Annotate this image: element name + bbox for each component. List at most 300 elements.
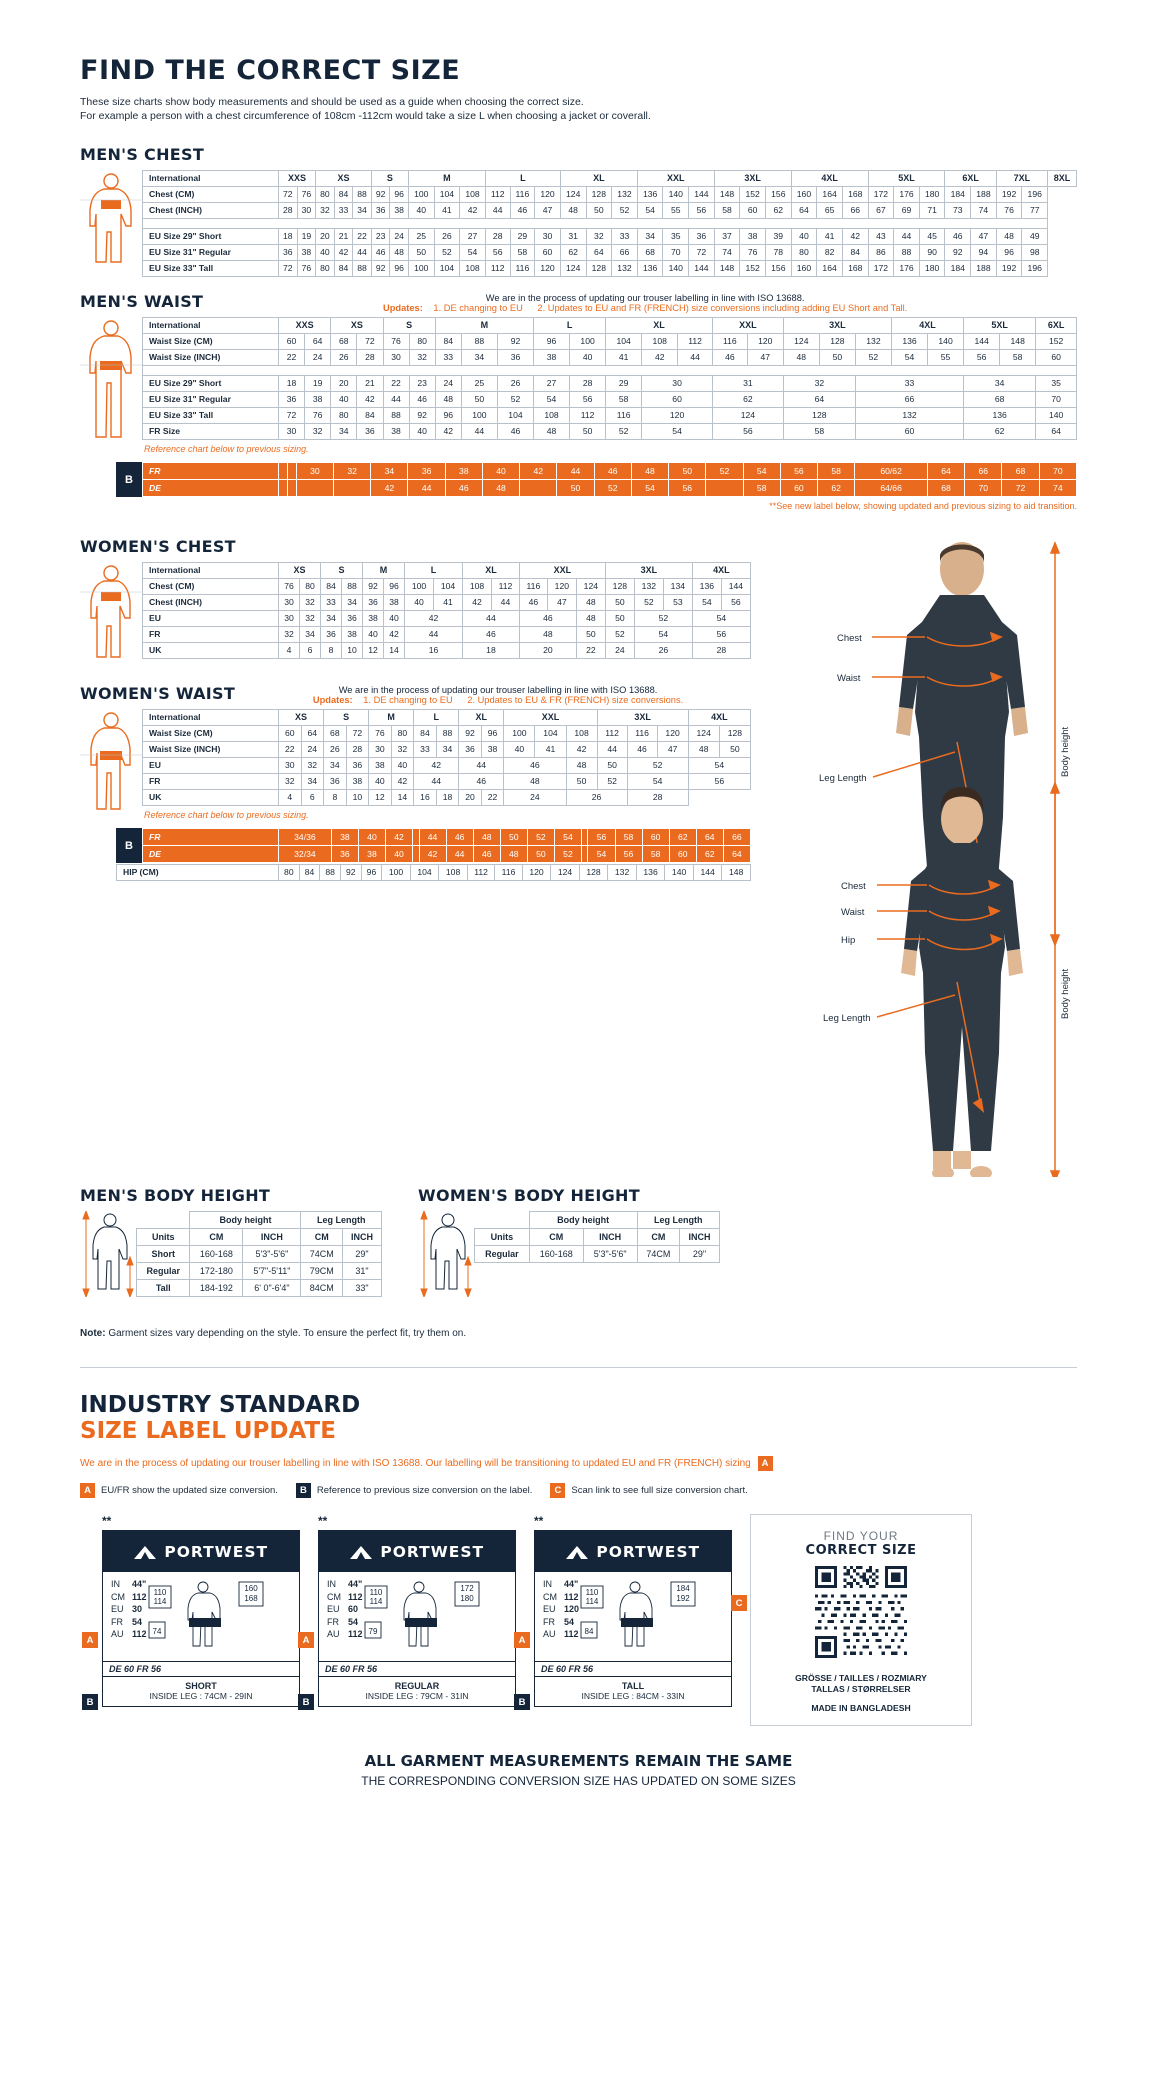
cell: 48: [390, 245, 409, 261]
row-label: Chest (CM): [143, 579, 279, 595]
cell: 30: [642, 376, 713, 392]
cell: 66: [965, 463, 1002, 480]
cell: 86: [868, 245, 894, 261]
cell: 132: [612, 261, 638, 277]
cell: 30: [296, 463, 333, 480]
cell: 96: [435, 408, 461, 424]
fit-name: REGULAR: [394, 1681, 440, 1691]
cell: 56: [688, 774, 750, 790]
cell: 12: [369, 790, 392, 806]
cell: 16: [405, 643, 463, 659]
womens-chest-col-1: XS: [279, 563, 321, 579]
cell: 24: [605, 643, 634, 659]
cell: 22: [576, 643, 605, 659]
label-de-fr-row: [319, 1661, 515, 1676]
cell: 41: [606, 350, 642, 366]
row-label: EU Size 33" Tall: [143, 408, 279, 424]
mens-chest-col-8: 3XL: [714, 171, 791, 187]
cell: 78: [766, 245, 792, 261]
cell: 76: [279, 579, 300, 595]
cell: 132: [608, 865, 637, 881]
cell: 40: [482, 463, 519, 480]
brand-bar: [535, 1531, 731, 1572]
cell: 33: [855, 376, 963, 392]
cell: 4: [279, 643, 300, 659]
cell: 42: [566, 742, 597, 758]
cell: 44: [405, 627, 463, 643]
cell: 180: [919, 261, 945, 277]
womens-waist-col-0: International: [143, 710, 279, 726]
cell: 52: [497, 392, 533, 408]
cell: 188: [971, 187, 997, 203]
cell: 44: [459, 758, 504, 774]
group-header-leg-length: Leg Length: [637, 1212, 719, 1229]
cell: 52: [855, 350, 891, 366]
cell: 34: [301, 774, 324, 790]
womens-body-height-block: [418, 1186, 720, 1302]
cell: 44: [678, 350, 713, 366]
cell: 52: [634, 611, 692, 627]
cell: 50: [605, 595, 634, 611]
cell: 64: [783, 392, 855, 408]
cell: 92: [459, 726, 482, 742]
label-card-short: [86, 1514, 300, 1708]
cell: 104: [434, 261, 460, 277]
cell: 96: [390, 261, 409, 277]
cell: 26: [497, 376, 533, 392]
cell: 144: [964, 334, 1000, 350]
cell: 38: [445, 463, 482, 480]
fit-name: SHORT: [185, 1681, 217, 1691]
table-row: [143, 245, 1077, 261]
size-val: 44": [564, 1579, 579, 1589]
table-row: [143, 261, 1077, 277]
cell: 30: [279, 758, 302, 774]
cell: 52: [627, 758, 688, 774]
cell: 22: [279, 742, 302, 758]
cell: 36: [279, 392, 305, 408]
size-key: CM: [327, 1591, 341, 1602]
cell: 72: [279, 408, 305, 424]
cell: 73: [945, 203, 971, 219]
label-card-tall: [518, 1514, 732, 1708]
cell: 176: [894, 187, 920, 203]
fit-name: TALL: [621, 1681, 645, 1691]
de-fr-value: DE 60 FR 56: [325, 1664, 378, 1674]
cell: 38: [342, 627, 363, 643]
cell: 36: [371, 203, 390, 219]
mens-body-height-table: [136, 1211, 382, 1297]
mens-waist-table: [142, 317, 1077, 440]
cell: 104: [606, 334, 642, 350]
cell: 54: [634, 627, 692, 643]
cell: 80: [791, 245, 817, 261]
cell: 38: [331, 829, 358, 846]
cell: 54: [460, 245, 486, 261]
cell: 46: [409, 392, 435, 408]
table-row: [143, 203, 1077, 219]
male-waist-label: Waist: [837, 673, 861, 684]
brand-name: PORTWEST: [596, 1543, 701, 1561]
cell: 66: [612, 245, 638, 261]
row-label: UK: [143, 643, 279, 659]
cell: 140: [663, 261, 689, 277]
cell: 54: [688, 758, 750, 774]
cell: 72: [279, 261, 298, 277]
table-row: [475, 1212, 720, 1229]
cell: 47: [535, 203, 561, 219]
cell: 104: [434, 579, 463, 595]
womens-chest-col-2: S: [321, 563, 363, 579]
fig-right-top-value: 184: [676, 1584, 690, 1593]
mens-chest-col-10: 5XL: [868, 171, 945, 187]
cell: 96: [996, 245, 1022, 261]
table-row: [137, 1229, 382, 1246]
mens-chest-col-3: S: [371, 171, 408, 187]
table-row: [117, 865, 751, 881]
cell: 44: [557, 463, 594, 480]
table-row: [143, 595, 751, 611]
fig-top-value: 110: [369, 1588, 382, 1597]
female-hip-label: Hip: [841, 935, 856, 946]
cell: 34: [353, 203, 372, 219]
cell: 108: [460, 187, 486, 203]
cell: 124: [712, 408, 783, 424]
cell: 6: [300, 643, 321, 659]
size-val: 54: [564, 1616, 575, 1627]
cell: 74: [714, 245, 740, 261]
cell: 112: [678, 334, 713, 350]
qr-code-icon[interactable]: [815, 1566, 907, 1658]
cell: 56: [485, 245, 510, 261]
cell: 140: [665, 865, 694, 881]
cell: 52: [706, 463, 743, 480]
cell: 58: [743, 480, 780, 497]
table-row: [143, 758, 751, 774]
badge-a: A: [82, 1632, 98, 1648]
row-label: Chest (CM): [143, 187, 279, 203]
cell: 132: [634, 579, 663, 595]
cell: 18: [279, 229, 298, 245]
label-de-fr-row: [103, 1661, 299, 1676]
cell: 160-168: [190, 1246, 243, 1263]
cell: 26: [634, 643, 692, 659]
table-row: [143, 829, 751, 846]
size-key: FR: [327, 1616, 339, 1627]
size-val: 54: [132, 1616, 143, 1627]
cell: 132: [855, 334, 891, 350]
cell: 33: [435, 350, 461, 366]
cell: 88: [383, 408, 409, 424]
cell: 48: [500, 846, 527, 863]
female-height-label: Body height: [1060, 968, 1071, 1019]
label-figure: [363, 1578, 511, 1659]
cell: 22: [279, 350, 305, 366]
cell: 6' 0"-6'4": [243, 1280, 301, 1297]
cell: 124: [576, 579, 605, 595]
female-waist-label: Waist: [841, 907, 865, 918]
size-key: IN: [327, 1579, 336, 1589]
cell: 36: [342, 611, 363, 627]
legend-item-b: [296, 1483, 532, 1498]
cell: 27: [534, 376, 570, 392]
cell: 124: [551, 865, 580, 881]
cell: 21: [334, 229, 353, 245]
cell: 88: [320, 865, 341, 881]
cell: 68: [964, 392, 1036, 408]
inside-leg: INSIDE LEG : 79CM - 31IN: [365, 1691, 469, 1701]
cell: 34: [331, 424, 357, 440]
cell: 62: [669, 829, 696, 846]
cell: 58: [642, 846, 669, 863]
cell: 56: [570, 392, 606, 408]
row-label: DE: [143, 846, 279, 863]
table-row: [143, 726, 751, 742]
cell: 66: [723, 829, 750, 846]
cell: 48: [473, 829, 500, 846]
cell: 36: [408, 463, 445, 480]
table-row: [143, 463, 1077, 480]
cell: 60: [642, 392, 713, 408]
cell: 36: [324, 774, 347, 790]
cell: 80: [279, 865, 300, 881]
table-row: [137, 1212, 382, 1229]
cell: 34/36: [279, 829, 332, 846]
cell: 54: [631, 480, 668, 497]
female-waist-icon: [80, 709, 142, 819]
cell: 41: [434, 595, 463, 611]
cell: 56: [669, 480, 706, 497]
cell: 160: [791, 261, 817, 277]
cell: 92: [371, 187, 390, 203]
cell: 52: [527, 829, 554, 846]
list-item: [327, 1628, 363, 1641]
de-fr-value: DE 60 FR 56: [109, 1664, 162, 1674]
size-key: EU: [111, 1604, 124, 1614]
label-card-regular: [302, 1514, 516, 1708]
table-row: [143, 563, 751, 579]
cell: 42: [642, 350, 678, 366]
cell: 46: [463, 627, 520, 643]
label-stars: **: [534, 1514, 544, 1528]
fig-right-bottom-value: 192: [676, 1594, 690, 1603]
cell: 33: [414, 742, 437, 758]
mens-body-height-title: MEN'S BODY HEIGHT: [80, 1186, 271, 1205]
col-inch-leg: INCH: [342, 1229, 381, 1246]
cell: 65: [817, 203, 843, 219]
cell: 60: [855, 424, 963, 440]
womens-waist-col-4: L: [414, 710, 459, 726]
row-label: Waist Size (CM): [143, 726, 279, 742]
cell: 55: [928, 350, 964, 366]
cell: 71: [919, 203, 945, 219]
cell: 42: [357, 392, 383, 408]
table-row: [143, 350, 1077, 366]
cell: 100: [461, 408, 497, 424]
cell: 68: [1002, 463, 1039, 480]
table-row: [143, 627, 751, 643]
size-val: 30: [132, 1604, 143, 1614]
cell: 44: [414, 774, 459, 790]
cell: 38: [383, 424, 409, 440]
cell: [520, 480, 557, 497]
list-item: [543, 1578, 579, 1591]
row-label: Regular: [475, 1246, 530, 1263]
mens-chest-col-1: XXS: [279, 171, 316, 187]
cell: 72: [346, 726, 369, 742]
cell: 128: [783, 408, 855, 424]
cell: 60/62: [855, 463, 928, 480]
qr-card[interactable]: [735, 1514, 972, 1726]
fig-bottom-value: 114: [369, 1597, 382, 1606]
row-label: HIP (CM): [117, 865, 279, 881]
cell: 12: [363, 643, 384, 659]
row-label: DE: [143, 480, 279, 497]
cell: 42: [414, 758, 459, 774]
table-row: [475, 1246, 720, 1263]
bottom-line-2: THE CORRESPONDING CONVERSION SIZE HAS UPDATED ON SOME SIZES: [361, 1774, 796, 1788]
cell: 48: [435, 392, 461, 408]
cell: 58: [510, 245, 535, 261]
size-key: FR: [543, 1616, 555, 1627]
cell: 38: [740, 229, 766, 245]
womens-chest-block: [80, 562, 751, 667]
cell: 54: [554, 829, 581, 846]
col-units: Units: [137, 1229, 190, 1246]
cell: 20: [331, 376, 357, 392]
cell: [334, 480, 371, 497]
cell: 116: [606, 408, 642, 424]
cell: 52: [612, 203, 638, 219]
cell: 14: [384, 643, 405, 659]
label-stars: **: [102, 1514, 112, 1528]
cell: 196: [1022, 187, 1048, 203]
row-label: EU: [143, 611, 279, 627]
list-item: [111, 1603, 147, 1616]
col-inch: INCH: [583, 1229, 637, 1246]
col-inch-leg: INCH: [680, 1229, 720, 1246]
cell: 88: [461, 334, 497, 350]
intro-text: [80, 95, 1077, 123]
cell: 62: [560, 245, 586, 261]
cell: 23: [409, 376, 435, 392]
cell: 50: [408, 245, 434, 261]
cell: 44: [461, 424, 497, 440]
list-item: [111, 1591, 147, 1604]
cell: [296, 480, 333, 497]
cell: 196: [1022, 261, 1048, 277]
womens-waist-ref-table: [142, 828, 751, 863]
cell: 46: [510, 203, 535, 219]
portwest-logo-icon: [350, 1546, 372, 1559]
table-row: [143, 643, 751, 659]
cell: 88: [353, 261, 372, 277]
cell: 96: [390, 187, 409, 203]
cell: 120: [535, 187, 561, 203]
intro-line-1: These size charts show body measurements and should be used as a guide when choosing the correct size.: [80, 96, 584, 108]
update-item-2: 2. Updates to EU and FR (FRENCH) size conversions including adding EU Short and Tall.: [537, 303, 908, 313]
cell: 80: [331, 408, 357, 424]
cell: 84: [414, 726, 437, 742]
row-label: EU Size 31" Regular: [143, 245, 279, 261]
cell: 172-180: [190, 1263, 243, 1280]
cell: 46: [945, 229, 971, 245]
row-label: Waist Size (CM): [143, 334, 279, 350]
cell: [287, 480, 296, 497]
cell: 116: [712, 334, 747, 350]
table-row: [143, 229, 1077, 245]
cell: 24: [305, 350, 331, 366]
cell: 55: [663, 203, 689, 219]
cell: 30: [383, 350, 409, 366]
label-footer: [103, 1676, 299, 1706]
cell: 36: [321, 627, 342, 643]
cell: 44: [353, 245, 372, 261]
cell: 76: [740, 245, 766, 261]
cell: 148: [714, 187, 740, 203]
cell: 36: [279, 245, 298, 261]
cell: 88: [353, 187, 372, 203]
cell: 68: [331, 334, 357, 350]
male-model-diagram: [777, 537, 1077, 1177]
cell: 144: [689, 187, 715, 203]
industry-title-1: INDUSTRY STANDARD: [80, 1392, 361, 1418]
list-item: [543, 1603, 579, 1616]
cell: 25: [408, 229, 434, 245]
cell: 21: [357, 376, 383, 392]
cell: 172: [868, 261, 894, 277]
cell: 62: [818, 480, 855, 497]
cell: 33: [612, 229, 638, 245]
cell: 56: [588, 829, 615, 846]
cell: 100: [382, 865, 411, 881]
size-val: 112: [348, 1591, 363, 1602]
cell: 56: [964, 350, 1000, 366]
fig-right-top-value: 160: [243, 1584, 258, 1593]
cell: 69: [894, 203, 920, 219]
bottom-line-1: ALL GARMENT MEASUREMENTS REMAIN THE SAME: [364, 1752, 793, 1770]
cell: 54: [588, 846, 615, 863]
cell: 90: [919, 245, 945, 261]
cell: 47: [747, 350, 783, 366]
cell: 164: [817, 261, 843, 277]
cell: 136: [692, 579, 721, 595]
list-item: [111, 1578, 147, 1591]
cell: 148: [722, 865, 751, 881]
mens-waist-col-3: S: [383, 318, 435, 334]
cell: 44: [485, 203, 510, 219]
spacer: [143, 366, 1077, 376]
cell: 20: [459, 790, 482, 806]
table-row: [143, 376, 1077, 392]
cell: 34: [637, 229, 663, 245]
cell: 156: [766, 187, 792, 203]
cell: 62: [712, 392, 783, 408]
cell: 94: [971, 245, 997, 261]
cell: 80: [409, 334, 435, 350]
cell: 34: [342, 595, 363, 611]
list-item: [327, 1578, 363, 1591]
cell: 56: [780, 463, 817, 480]
cell: 120: [547, 579, 576, 595]
size-val: 112: [564, 1591, 579, 1602]
mens-chest-title: MEN'S CHEST: [80, 145, 205, 164]
cell: 70: [1039, 463, 1076, 480]
cell: 32: [586, 229, 612, 245]
cell: 42: [386, 829, 413, 846]
badge-b: B: [514, 1694, 530, 1710]
update-item-1: 1. DE changing to EU: [433, 303, 523, 313]
